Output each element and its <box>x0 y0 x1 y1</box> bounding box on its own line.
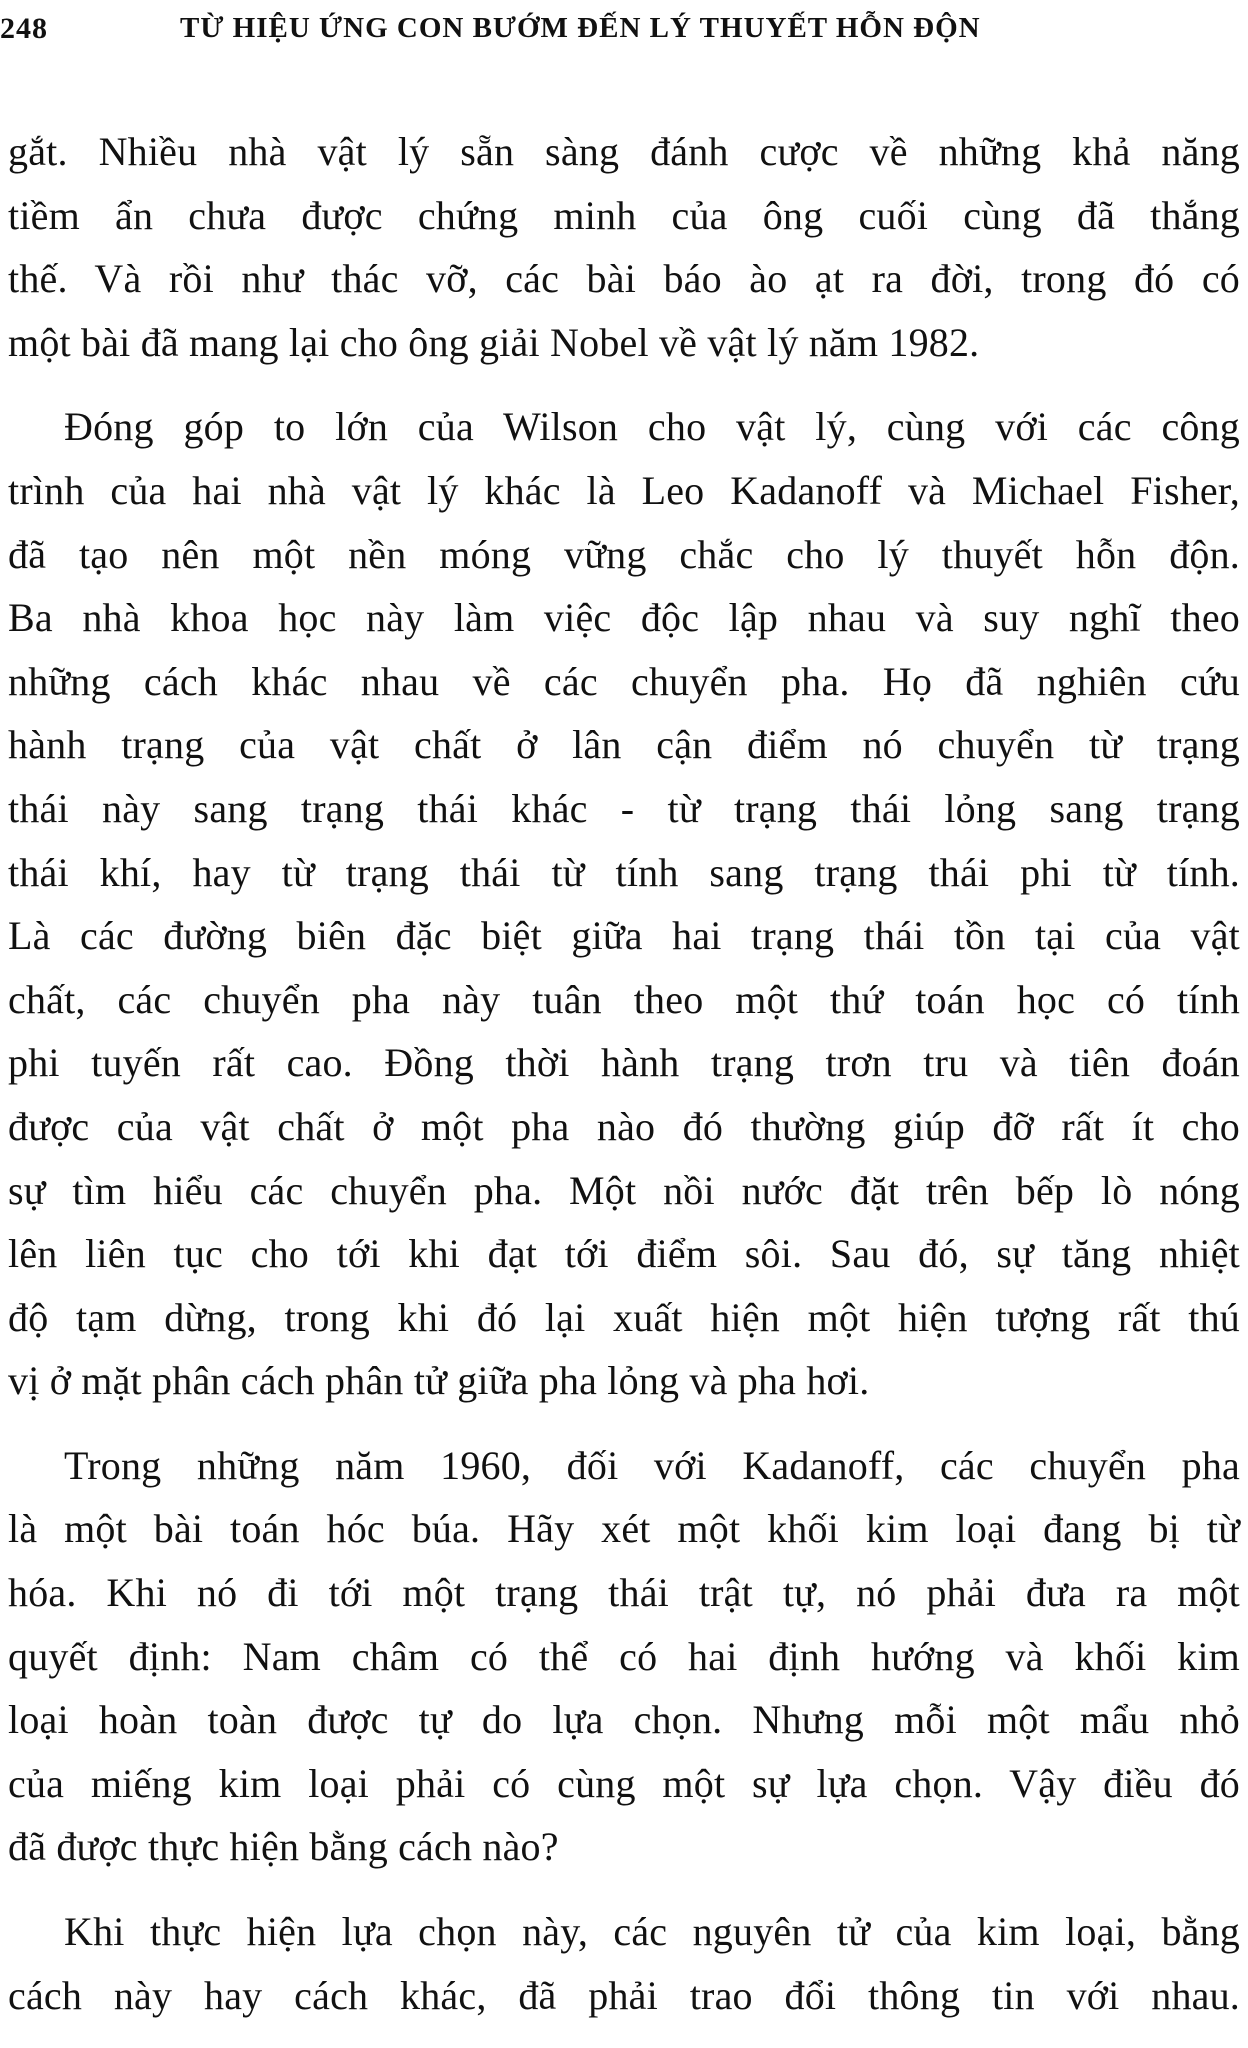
text-line: của miếng kim loại phải có cùng một sự lựa chọn. Vậy điều đó <box>8 1760 1240 1806</box>
text-line: thái này sang trạng thái khác - từ trạng thái lỏng sang trạng <box>8 785 1240 831</box>
text-line: một bài đã mang lại cho ông giải Nobel về vật lý năm 1982. <box>8 319 980 365</box>
text-line: tiềm ẩn chưa được chứng minh của ông cuối cùng đã thắng <box>8 192 1240 238</box>
text-line: loại hoàn toàn được tự do lựa chọn. Nhưng mỗi một mẩu nhỏ <box>8 1697 1240 1743</box>
running-header <box>0 4 1248 64</box>
text-line: độ tạm dừng, trong khi đó lại xuất hiện một hiện tượng rất thú <box>8 1294 1240 1340</box>
text-line: sự tìm hiểu các chuyển pha. Một nồi nước đặt trên bếp lò nóng <box>8 1167 1240 1213</box>
text-line: lên liên tục cho tới khi đạt tới điểm sôi. Sau đó, sự tăng nhiệt <box>8 1231 1240 1277</box>
paragraph-4 <box>8 1900 1240 2027</box>
paragraph-3 <box>8 1434 1240 1879</box>
text-line: cách này hay cách khác, đã phải trao đổi thông tin với nhau. <box>8 1972 1240 2018</box>
text-line: là một bài toán hóc búa. Hãy xét một khối kim loại đang bị từ <box>8 1506 1240 1552</box>
text-line: đã được thực hiện bằng cách nào? <box>8 1824 559 1870</box>
running-title: TỪ HIỆU ỨNG CON BƯỚM ĐẾN LÝ THUYẾT HỖN ĐỘN <box>180 12 981 44</box>
text-line: phi tuyến rất cao. Đồng thời hành trạng trơn tru và tiên đoán <box>8 1040 1240 1086</box>
paragraph-2 <box>8 395 1240 1413</box>
paragraph-1 <box>8 120 1240 374</box>
text-line: hóa. Khi nó đi tới một trạng thái trật tự, nó phải đưa ra một <box>8 1570 1240 1616</box>
text-line: vị ở mặt phân cách phân tử giữa pha lỏng và pha hơi. <box>8 1358 870 1404</box>
text-line: chất, các chuyển pha này tuân theo một thứ toán học có tính <box>8 976 1240 1022</box>
text-line: đã tạo nên một nền móng vững chắc cho lý thuyết hỗn độn. <box>8 531 1240 577</box>
text-line: Trong những năm 1960, đối với Kadanoff, các chuyển pha <box>64 1442 1240 1488</box>
text-line: Khi thực hiện lựa chọn này, các nguyên tử của kim loại, bằng <box>64 1909 1240 1955</box>
text-line: trình của hai nhà vật lý khác là Leo Kadanoff và Michael Fisher, <box>8 467 1240 513</box>
text-line: gắt. Nhiều nhà vật lý sẵn sàng đánh cược về những khả năng <box>8 129 1240 174</box>
text-line: hành trạng của vật chất ở lân cận điểm nó chuyển từ trạng <box>8 722 1240 768</box>
body-text <box>8 120 1240 2048</box>
text-line: quyết định: Nam châm có thể có hai định hướng và khối kim <box>8 1633 1240 1679</box>
text-line: Là các đường biên đặc biệt giữa hai trạng thái tồn tại của vật <box>8 913 1240 959</box>
text-line: Ba nhà khoa học này làm việc độc lập nhau và suy nghĩ theo <box>8 595 1240 641</box>
text-line: được của vật chất ở một pha nào đó thường giúp đỡ rất ít cho <box>8 1103 1240 1149</box>
text-line: thế. Và rồi như thác vỡ, các bài báo ào ạt ra đời, trong đó có <box>8 256 1240 302</box>
text-line: thái khí, hay từ trạng thái từ tính sang trạng thái phi từ tính. <box>8 849 1240 895</box>
text-line: những cách khác nhau về các chuyển pha. Họ đã nghiên cứu <box>8 658 1240 704</box>
text-line: Đóng góp to lớn của Wilson cho vật lý, cùng với các công <box>64 404 1240 450</box>
page-number: 248 <box>0 12 48 45</box>
